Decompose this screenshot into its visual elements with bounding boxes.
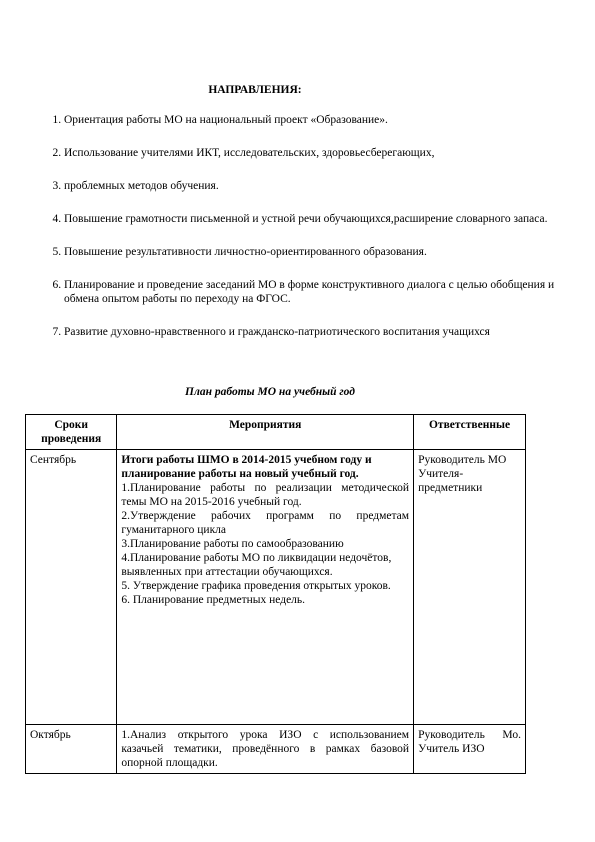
responsible-item: Учителя-предметники [418, 468, 483, 494]
direction-item: 3. проблемных методов обучения. [64, 179, 584, 193]
event-item: 4.Планирование работы МО по ликвидации недочётов, выявленных при аттестации обучающихся. [121, 552, 392, 578]
table-row [26, 725, 526, 774]
direction-item: 1. Ориентация работы МО на национальный проект «Образование». [64, 113, 584, 127]
header-events: Мероприятия [117, 415, 414, 450]
header-term: Сроки проведения [26, 415, 117, 450]
plan-title: План работы МО на учебный год [185, 386, 355, 398]
responsible-item: Руководитель Мо. Учитель ИЗО [418, 729, 521, 755]
header-responsible: Ответственные [414, 415, 526, 450]
event-item: 5. Утверждение графика проведения открытых уроков. [121, 580, 391, 592]
direction-item: 4. Повышение грамотности письменной и устной речи обучающихся,расширение словарного запаса. [64, 212, 584, 226]
event-item: 3.Планирование работы по самообразованию [121, 538, 344, 550]
row-responsible [414, 450, 526, 725]
heading-text: НАПРАВЛЕНИЯ: [208, 84, 302, 96]
table-header-row [26, 415, 526, 450]
row-events [117, 725, 414, 774]
event-item: 6. Планирование предметных недель. [121, 594, 306, 606]
row-events [117, 450, 414, 725]
event-item: 2.Утверждение рабочих программ по предметам гуманитарного цикла [121, 510, 410, 536]
event-item: 1.Анализ открытого урока ИЗО с использованием казачьей тематики, проведённого в рамках базовой опорной площадки. [121, 729, 410, 769]
page-heading [0, 84, 510, 96]
plan-table [25, 414, 526, 774]
responsible-item: Руководитель МО [418, 454, 507, 466]
event-item: 1.Планирование работы по реализации методической темы МО на 2015-2016 учебный год. [121, 482, 410, 508]
direction-item: 2. Использование учителями ИКТ, исследовательских, здоровьесберегающих, [64, 146, 584, 160]
directions-list [28, 113, 584, 339]
direction-item: 6. Планирование и проведение заседаний МО в форме конструктивного диалога с целью обобщения и обмена опытом работы по переходу на ФГОС. [64, 278, 584, 306]
event-title: Итоги работы ШМО в 2014-2015 учебном году и планирование работы на новый учебный год. [121, 454, 372, 480]
row-term: Сентябрь [26, 450, 117, 725]
table-row [26, 450, 526, 725]
direction-item: 7. Развитие духовно-нравственного и гражданско-патриотического воспитания учащихся [64, 325, 584, 339]
row-term: Октябрь [26, 725, 117, 774]
direction-item: 5. Повышение результативности личностно-ориентированного образования. [64, 245, 584, 259]
row-responsible [414, 725, 526, 774]
